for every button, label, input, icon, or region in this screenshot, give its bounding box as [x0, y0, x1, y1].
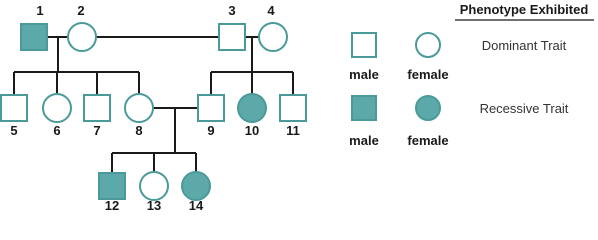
individual-number: 10 [244, 123, 260, 138]
legend-recessive-male-icon [352, 96, 376, 120]
individual-number: 9 [207, 123, 215, 138]
individual-2 [68, 3, 96, 51]
unaffected-female-circle-icon [68, 23, 96, 51]
individual-14 [182, 172, 210, 213]
individual-1 [21, 3, 47, 50]
unaffected-female-circle-icon [140, 172, 168, 200]
individual-number: 2 [77, 3, 85, 18]
unaffected-male-square-icon [84, 95, 110, 121]
legend-female-label-bottom: female [407, 133, 449, 148]
legend-male-label-top: male [349, 67, 379, 82]
affected-female-circle-icon [182, 172, 210, 200]
unaffected-female-circle-icon [259, 23, 287, 51]
legend-dominant-male-icon [352, 33, 376, 57]
legend-dominant-female-icon [416, 33, 440, 57]
individual-number: 4 [267, 3, 275, 18]
individual-8 [125, 94, 153, 138]
unaffected-female-circle-icon [43, 94, 71, 122]
individual-number: 11 [286, 123, 300, 138]
individual-number: 6 [53, 123, 61, 138]
individual-5 [1, 95, 27, 138]
affected-male-square-icon [21, 24, 47, 50]
individual-number: 1 [36, 3, 44, 18]
individual-11 [280, 95, 306, 138]
unaffected-male-square-icon [280, 95, 306, 121]
legend-recessive-label: Recessive Trait [479, 101, 569, 116]
individual-6 [43, 94, 71, 138]
individual-number: 8 [135, 123, 143, 138]
legend-recessive-female-icon [416, 96, 440, 120]
legend-title: Phenotype Exhibited [459, 2, 589, 17]
individual-number: 12 [104, 198, 120, 213]
legend-female-label-top: female [407, 67, 449, 82]
unaffected-male-square-icon [198, 95, 224, 121]
affected-female-circle-icon [238, 94, 266, 122]
individual-4 [259, 3, 287, 51]
legend-male-label-bottom: male [349, 133, 379, 148]
legend [349, 2, 594, 148]
individual-12 [99, 173, 125, 213]
individual-number: 14 [188, 198, 204, 213]
individual-7 [84, 95, 110, 138]
individual-number: 3 [228, 3, 236, 18]
individual-13 [140, 172, 168, 213]
individual-10 [238, 94, 266, 138]
pedigree-individuals [1, 3, 306, 213]
legend-dominant-label: Dominant Trait [481, 38, 567, 53]
unaffected-male-square-icon [219, 24, 245, 50]
individual-number: 13 [146, 198, 162, 213]
unaffected-male-square-icon [1, 95, 27, 121]
individual-3 [219, 3, 245, 50]
individual-9 [198, 95, 224, 138]
individual-number: 7 [93, 123, 101, 138]
unaffected-female-circle-icon [125, 94, 153, 122]
individual-number: 5 [10, 123, 18, 138]
affected-male-square-icon [99, 173, 125, 199]
